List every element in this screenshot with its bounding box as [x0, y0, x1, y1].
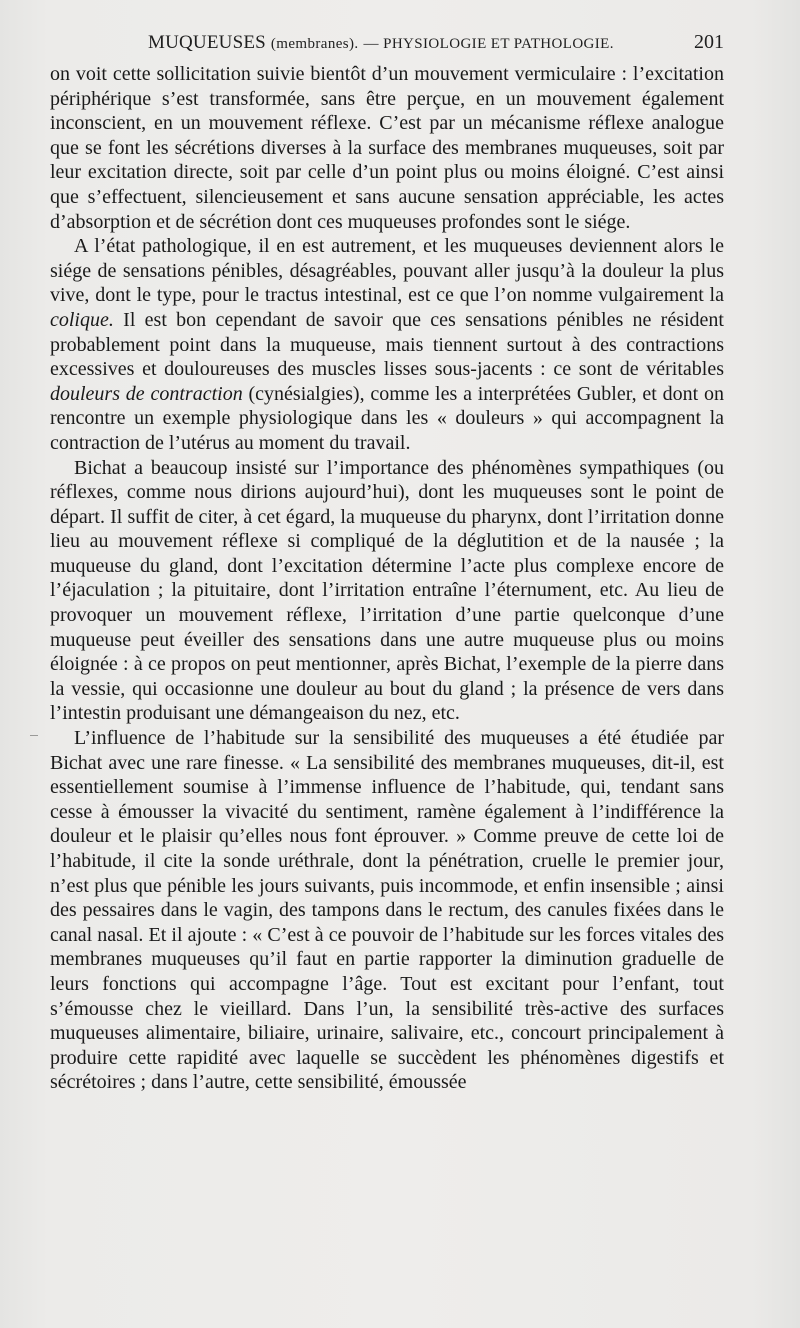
paragraph: [50, 62, 724, 234]
text-segment: A l’état pathologique, il en est autrement, et les muqueuses deviennent alors le siége de sensations pénibles, désagréables, pouvant aller jusqu’à la douleur la plus vive, dont le type, pour le tractus intestinal, est ce que l’on nomme vulgairement la: [50, 235, 724, 307]
text-segment: Il est bon cependant de savoir que ces sensations pénibles ne résident probablement point dans la muqueuse, mais tiennent surtout à des contractions excessives et douloureuses des muscles lisses sous-jacents : ce sont de véritables: [50, 308, 724, 381]
italic-text: douleurs de contraction: [50, 382, 243, 405]
running-head: [148, 32, 614, 54]
body-text: [50, 62, 724, 1095]
text-segment: (cynésialgies), comme les a interprétées Gubler, et dont on rencontre un exemple physiologique dans les « douleurs » qui accompagnent la contraction de l’utérus au moment du travail.: [50, 382, 724, 454]
paragraph: [50, 456, 724, 727]
text-segment: Bichat a beaucoup insisté sur l’importance des phénomènes sympathiques (ou réflexes, comme nous dirions aujourd’hui), dont les muqueuses sont le point de départ. Il suffit de citer, à cet égard, la muqueuse du pharynx, dont l’irritation donne lieu au mouvement réflexe si compliqué de la déglutition et de la nausée ; la muqueuse du gland, dont l’excitation détermine l’acte plus complexe encore de l’éjaculation ; la pituitaire, dont l’irritation entraîne l’éternument, etc. Au lieu de provoquer un mouvement réflexe, l’irritation d’une partie quelconque d’une muqueuse peut éveiller des sensations dans une autre muqueuse plus ou moins éloignée : à ce propos on peut mentionner, après Bichat, l’exemple de la pierre dans la vessie, qui occasionne une douleur au bout du gland ; la présence de vers dans l’intestin produisant une démangeaison du nez, etc.: [50, 456, 724, 725]
text-segment: on voit cette sollicitation suivie bientôt d’un mouvement vermiculaire : l’excitation périphérique s’est transformée, sans être perçue, en un mouvement également inconscient, en un mouvement réflexe. C’est par un mécanisme réflexe analogue que se font les sécrétions diverses à la surface des membranes muqueuses, soit par leur excitation directe, soit par celle d’un point plus ou moins éloigné. C’est ainsi que s’effectuent, silencieusement et sans aucune sensation appréciable, les actes d’absorption et de sécrétion dont ces muqueuses profondes sont le siége.: [50, 63, 724, 233]
running-head-subtitle: (membranes).: [270, 36, 359, 52]
page-header: [50, 30, 724, 56]
italic-text: colique.: [50, 308, 114, 331]
paragraph: [50, 234, 724, 455]
running-head-section: — PHYSIOLOGIE ET PATHOLOGIE.: [363, 36, 614, 52]
margin-mark: [30, 735, 38, 736]
paragraph: [50, 726, 724, 1095]
text-segment: L’influence de l’habitude sur la sensibilité des muqueuses a été étudiée par Bichat avec une rare finesse. « La sensibilité des membranes muqueuses, dit-il, est essentiellement soumise à l’immense influence de l’habitude, qui, tendant sans cesse à émousser la vivacité du sentiment, ramène également à l’indifférence la douleur et le plaisir qu’elles nous font éprouver. » Comme preuve de cette loi de l’habitude, il cite la sonde uréthrale, dont la pénétration, cruelle le premier jour, n’est plus que pénible les jours suivants, puis incommode, et enfin insensible ; ainsi des pessaires dans le vagin, des tampons dans le rectum, des canules fixées dans le canal nasal. Et il ajoute : « C’est à ce pouvoir de l’habitude sur les forces vitales des membranes muqueuses qu’il faut en partie rapporter la diminution graduelle de leurs fonctions qui accompagne l’âge. Tout est excitant pour l’enfant, tout s’émousse chez le vieillard. Dans l’un, la sensibilité très-active des surfaces muqueuses alimentaire, biliaire, urinaire, salivaire, etc., concourt principalement à produire cette rapidité avec laquelle se succèdent les phénomènes digestifs et sécrétoires ; dans l’autre, cette sensibilité, émoussée: [50, 727, 724, 1094]
running-head-title: MUQUEUSES: [148, 32, 266, 53]
page-number: 201: [694, 31, 724, 53]
